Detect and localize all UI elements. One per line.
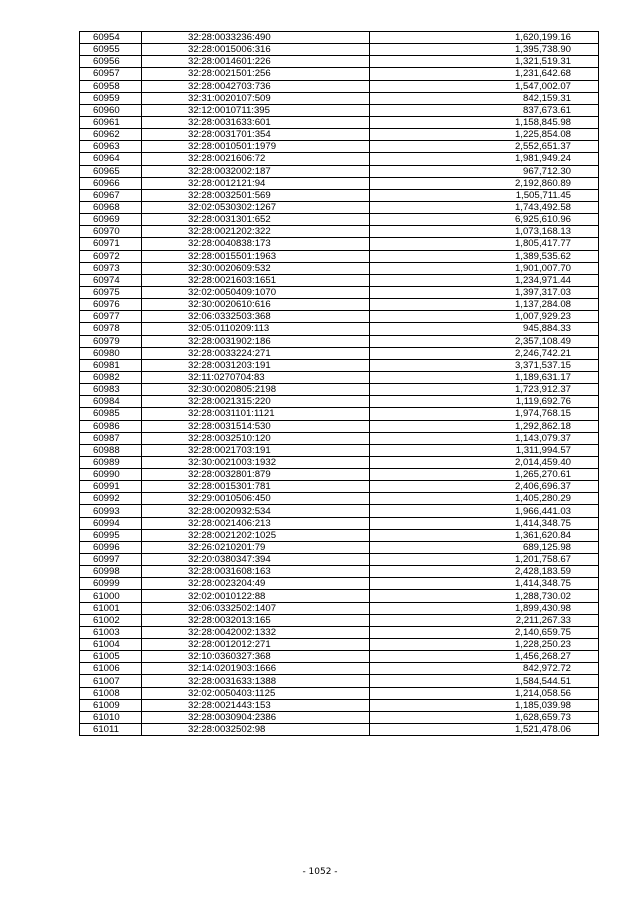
cadastral-number-cell: 32:28:0021315:220 bbox=[142, 396, 370, 408]
table-row bbox=[80, 724, 599, 736]
amount-cell: 842,159.31 bbox=[370, 92, 599, 104]
row-id-cell: 60966 bbox=[80, 177, 142, 189]
cadastral-number-cell: 32:28:0021202:1025 bbox=[142, 529, 370, 541]
cadastral-number-cell: 32:10:0360327:368 bbox=[142, 651, 370, 663]
table-row bbox=[80, 517, 599, 529]
row-id-cell: 60967 bbox=[80, 189, 142, 201]
amount-cell: 2,246,742.21 bbox=[370, 347, 599, 359]
amount-cell: 1,628,659.73 bbox=[370, 711, 599, 723]
cadastral-number-cell: 32:28:0031301:652 bbox=[142, 214, 370, 226]
cadastral-number-cell: 32:30:0020610:616 bbox=[142, 299, 370, 311]
table-row bbox=[80, 274, 599, 286]
table-row bbox=[80, 104, 599, 116]
amount-cell: 1,214,058.56 bbox=[370, 687, 599, 699]
row-id-cell: 61008 bbox=[80, 687, 142, 699]
table-row bbox=[80, 590, 599, 602]
table-row bbox=[80, 359, 599, 371]
cadastral-number-cell: 32:28:0021703:191 bbox=[142, 444, 370, 456]
cadastral-number-cell: 32:20:0380347:394 bbox=[142, 554, 370, 566]
amount-cell: 1,966,441.03 bbox=[370, 505, 599, 517]
row-id-cell: 60985 bbox=[80, 408, 142, 420]
table-row bbox=[80, 286, 599, 298]
table-row bbox=[80, 80, 599, 92]
row-id-cell: 60979 bbox=[80, 335, 142, 347]
table-row bbox=[80, 129, 599, 141]
amount-cell: 2,014,459.40 bbox=[370, 456, 599, 468]
amount-cell: 1,743,492.58 bbox=[370, 201, 599, 213]
cadastral-number-cell: 32:28:0042002:1332 bbox=[142, 626, 370, 638]
amount-cell: 1,265,270.61 bbox=[370, 469, 599, 481]
row-id-cell: 60978 bbox=[80, 323, 142, 335]
row-id-cell: 61005 bbox=[80, 651, 142, 663]
table-row bbox=[80, 201, 599, 213]
table-row bbox=[80, 456, 599, 468]
table-row bbox=[80, 432, 599, 444]
amount-cell: 1,225,854.08 bbox=[370, 129, 599, 141]
cadastral-number-cell: 32:28:0021202:322 bbox=[142, 226, 370, 238]
table-row bbox=[80, 663, 599, 675]
table-row bbox=[80, 32, 599, 44]
cadastral-number-cell: 32:28:0032002:187 bbox=[142, 165, 370, 177]
amount-cell: 1,414,348.75 bbox=[370, 578, 599, 590]
row-id-cell: 61004 bbox=[80, 639, 142, 651]
amount-cell: 1,547,002.07 bbox=[370, 80, 599, 92]
cadastral-number-cell: 32:28:0032501:569 bbox=[142, 189, 370, 201]
amount-cell: 2,357,108.49 bbox=[370, 335, 599, 347]
row-id-cell: 60977 bbox=[80, 311, 142, 323]
table-row bbox=[80, 116, 599, 128]
amount-cell: 6,925,610.96 bbox=[370, 214, 599, 226]
amount-cell: 1,231,642.68 bbox=[370, 68, 599, 80]
row-id-cell: 61001 bbox=[80, 602, 142, 614]
row-id-cell: 60965 bbox=[80, 165, 142, 177]
cadastral-number-cell: 32:26:0210201:79 bbox=[142, 541, 370, 553]
amount-cell: 1,584,544.51 bbox=[370, 675, 599, 687]
amount-cell: 2,140,659.75 bbox=[370, 626, 599, 638]
row-id-cell: 60962 bbox=[80, 129, 142, 141]
row-id-cell: 60959 bbox=[80, 92, 142, 104]
row-id-cell: 60998 bbox=[80, 566, 142, 578]
table-row bbox=[80, 189, 599, 201]
amount-cell: 1,974,768.15 bbox=[370, 408, 599, 420]
table-row bbox=[80, 396, 599, 408]
amount-cell: 1,505,711.45 bbox=[370, 189, 599, 201]
table-row bbox=[80, 566, 599, 578]
row-id-cell: 60992 bbox=[80, 493, 142, 505]
cadastral-number-cell: 32:02:0530302:1267 bbox=[142, 201, 370, 213]
table-row bbox=[80, 44, 599, 56]
table-row bbox=[80, 238, 599, 250]
row-id-cell: 60991 bbox=[80, 481, 142, 493]
table-row bbox=[80, 469, 599, 481]
row-id-cell: 60988 bbox=[80, 444, 142, 456]
cadastral-number-cell: 32:28:0031902:186 bbox=[142, 335, 370, 347]
table-row bbox=[80, 651, 599, 663]
cadastral-number-cell: 32:28:0021606:72 bbox=[142, 153, 370, 165]
cadastral-number-cell: 32:28:0031101:1121 bbox=[142, 408, 370, 420]
amount-cell: 1,981,949.24 bbox=[370, 153, 599, 165]
amount-cell: 1,143,079.37 bbox=[370, 432, 599, 444]
table-body bbox=[80, 32, 599, 736]
cadastral-number-cell: 32:12:0010711:395 bbox=[142, 104, 370, 116]
cadastral-number-cell: 32:28:0031633:601 bbox=[142, 116, 370, 128]
row-id-cell: 61009 bbox=[80, 699, 142, 711]
data-table bbox=[79, 31, 599, 736]
table-row bbox=[80, 335, 599, 347]
amount-cell: 1,119,692.76 bbox=[370, 396, 599, 408]
cadastral-number-cell: 32:28:0033236:490 bbox=[142, 32, 370, 44]
amount-cell: 945,884.33 bbox=[370, 323, 599, 335]
cadastral-number-cell: 32:05:0110209:113 bbox=[142, 323, 370, 335]
table-row bbox=[80, 578, 599, 590]
amount-cell: 1,620,199.16 bbox=[370, 32, 599, 44]
row-id-cell: 61007 bbox=[80, 675, 142, 687]
cadastral-number-cell: 32:28:0015501:1963 bbox=[142, 250, 370, 262]
row-id-cell: 61000 bbox=[80, 590, 142, 602]
table-row bbox=[80, 626, 599, 638]
row-id-cell: 60974 bbox=[80, 274, 142, 286]
cadastral-number-cell: 32:28:0040838:173 bbox=[142, 238, 370, 250]
table-row bbox=[80, 68, 599, 80]
table-row bbox=[80, 177, 599, 189]
table-row bbox=[80, 614, 599, 626]
table-row bbox=[80, 687, 599, 699]
amount-cell: 1,158,845.98 bbox=[370, 116, 599, 128]
table-row bbox=[80, 602, 599, 614]
row-id-cell: 60986 bbox=[80, 420, 142, 432]
amount-cell: 2,211,267.33 bbox=[370, 614, 599, 626]
row-id-cell: 61006 bbox=[80, 663, 142, 675]
row-id-cell: 60990 bbox=[80, 469, 142, 481]
row-id-cell: 61002 bbox=[80, 614, 142, 626]
amount-cell: 1,189,631.17 bbox=[370, 371, 599, 383]
cadastral-number-cell: 32:28:0031514:530 bbox=[142, 420, 370, 432]
amount-cell: 1,201,758.67 bbox=[370, 554, 599, 566]
amount-cell: 1,361,620.84 bbox=[370, 529, 599, 541]
amount-cell: 1,521,478.06 bbox=[370, 724, 599, 736]
amount-cell: 1,321,519.31 bbox=[370, 56, 599, 68]
cadastral-number-cell: 32:28:0031701:354 bbox=[142, 129, 370, 141]
cadastral-number-cell: 32:28:0015006:316 bbox=[142, 44, 370, 56]
cadastral-number-cell: 32:28:0033224:271 bbox=[142, 347, 370, 359]
row-id-cell: 60961 bbox=[80, 116, 142, 128]
cadastral-number-cell: 32:28:0012012:271 bbox=[142, 639, 370, 651]
table-row bbox=[80, 347, 599, 359]
table-row bbox=[80, 92, 599, 104]
table-row bbox=[80, 505, 599, 517]
amount-cell: 2,428,183.59 bbox=[370, 566, 599, 578]
amount-cell: 1,414,348.75 bbox=[370, 517, 599, 529]
table-row bbox=[80, 529, 599, 541]
cadastral-number-cell: 32:29:0010506:450 bbox=[142, 493, 370, 505]
row-id-cell: 60975 bbox=[80, 286, 142, 298]
row-id-cell: 60963 bbox=[80, 141, 142, 153]
amount-cell: 1,292,862.18 bbox=[370, 420, 599, 432]
cadastral-number-cell: 32:28:0030904:2386 bbox=[142, 711, 370, 723]
row-id-cell: 60989 bbox=[80, 456, 142, 468]
row-id-cell: 60956 bbox=[80, 56, 142, 68]
amount-cell: 2,406,696.37 bbox=[370, 481, 599, 493]
table-row bbox=[80, 226, 599, 238]
cadastral-number-cell: 32:28:0021501:256 bbox=[142, 68, 370, 80]
table-row bbox=[80, 675, 599, 687]
row-id-cell: 60987 bbox=[80, 432, 142, 444]
cadastral-number-cell: 32:28:0032013:165 bbox=[142, 614, 370, 626]
row-id-cell: 60957 bbox=[80, 68, 142, 80]
table-row bbox=[80, 371, 599, 383]
cadastral-number-cell: 32:28:0012121:94 bbox=[142, 177, 370, 189]
amount-cell: 967,712.30 bbox=[370, 165, 599, 177]
row-id-cell: 60980 bbox=[80, 347, 142, 359]
table-row bbox=[80, 481, 599, 493]
amount-cell: 1,723,912.37 bbox=[370, 384, 599, 396]
row-id-cell: 60982 bbox=[80, 371, 142, 383]
amount-cell: 1,395,738.90 bbox=[370, 44, 599, 56]
cadastral-number-cell: 32:28:0015301:781 bbox=[142, 481, 370, 493]
page-number: - 1052 - bbox=[302, 867, 338, 877]
amount-cell: 1,228,250.23 bbox=[370, 639, 599, 651]
row-id-cell: 60976 bbox=[80, 299, 142, 311]
table-row bbox=[80, 444, 599, 456]
cadastral-number-cell: 32:28:0021443:153 bbox=[142, 699, 370, 711]
cadastral-number-cell: 32:28:0032801:879 bbox=[142, 469, 370, 481]
table-row bbox=[80, 250, 599, 262]
cadastral-number-cell: 32:06:0332503:368 bbox=[142, 311, 370, 323]
amount-cell: 1,185,039.98 bbox=[370, 699, 599, 711]
row-id-cell: 61011 bbox=[80, 724, 142, 736]
amount-cell: 1,456,268.27 bbox=[370, 651, 599, 663]
table-row bbox=[80, 493, 599, 505]
row-id-cell: 60984 bbox=[80, 396, 142, 408]
cadastral-number-cell: 32:28:0021406:213 bbox=[142, 517, 370, 529]
cadastral-number-cell: 32:02:0010122:88 bbox=[142, 590, 370, 602]
table-row bbox=[80, 639, 599, 651]
amount-cell: 1,405,280.29 bbox=[370, 493, 599, 505]
cadastral-number-cell: 32:28:0014601:226 bbox=[142, 56, 370, 68]
row-id-cell: 60960 bbox=[80, 104, 142, 116]
amount-cell: 1,007,929.23 bbox=[370, 311, 599, 323]
table-row bbox=[80, 541, 599, 553]
row-id-cell: 60972 bbox=[80, 250, 142, 262]
amount-cell: 2,192,860.89 bbox=[370, 177, 599, 189]
amount-cell: 1,389,535.62 bbox=[370, 250, 599, 262]
row-id-cell: 60968 bbox=[80, 201, 142, 213]
table-row bbox=[80, 141, 599, 153]
amount-cell: 2,552,651.37 bbox=[370, 141, 599, 153]
table-row bbox=[80, 153, 599, 165]
amount-cell: 3,371,537.15 bbox=[370, 359, 599, 371]
cadastral-number-cell: 32:30:0020805:2198 bbox=[142, 384, 370, 396]
table-row bbox=[80, 214, 599, 226]
cadastral-number-cell: 32:14:0201903:1666 bbox=[142, 663, 370, 675]
cadastral-number-cell: 32:31:0020107:509 bbox=[142, 92, 370, 104]
table-row bbox=[80, 420, 599, 432]
cadastral-number-cell: 32:06:0332502:1407 bbox=[142, 602, 370, 614]
cadastral-number-cell: 32:28:0021603:1651 bbox=[142, 274, 370, 286]
cadastral-number-cell: 32:28:0032510:120 bbox=[142, 432, 370, 444]
row-id-cell: 60971 bbox=[80, 238, 142, 250]
table-row bbox=[80, 323, 599, 335]
row-id-cell: 60981 bbox=[80, 359, 142, 371]
amount-cell: 1,901,007.70 bbox=[370, 262, 599, 274]
cadastral-number-cell: 32:28:0031608:163 bbox=[142, 566, 370, 578]
amount-cell: 1,234,971.44 bbox=[370, 274, 599, 286]
row-id-cell: 60995 bbox=[80, 529, 142, 541]
cadastral-number-cell: 32:30:0020609:532 bbox=[142, 262, 370, 274]
amount-cell: 1,073,168.13 bbox=[370, 226, 599, 238]
row-id-cell: 60996 bbox=[80, 541, 142, 553]
row-id-cell: 60958 bbox=[80, 80, 142, 92]
amount-cell: 837,673.61 bbox=[370, 104, 599, 116]
row-id-cell: 61003 bbox=[80, 626, 142, 638]
cadastral-number-cell: 32:28:0032502:98 bbox=[142, 724, 370, 736]
row-id-cell: 60993 bbox=[80, 505, 142, 517]
cadastral-number-cell: 32:28:0031203:191 bbox=[142, 359, 370, 371]
row-id-cell: 60983 bbox=[80, 384, 142, 396]
row-id-cell: 60954 bbox=[80, 32, 142, 44]
table-row bbox=[80, 262, 599, 274]
row-id-cell: 61010 bbox=[80, 711, 142, 723]
cadastral-number-cell: 32:11:0270704:83 bbox=[142, 371, 370, 383]
cadastral-number-cell: 32:28:0031633:1388 bbox=[142, 675, 370, 687]
row-id-cell: 60970 bbox=[80, 226, 142, 238]
table-row bbox=[80, 408, 599, 420]
table-row bbox=[80, 384, 599, 396]
row-id-cell: 60994 bbox=[80, 517, 142, 529]
amount-cell: 689,125.98 bbox=[370, 541, 599, 553]
amount-cell: 842,972.72 bbox=[370, 663, 599, 675]
amount-cell: 1,899,430.98 bbox=[370, 602, 599, 614]
amount-cell: 1,805,417.77 bbox=[370, 238, 599, 250]
table-row bbox=[80, 299, 599, 311]
cadastral-number-cell: 32:28:0023204:49 bbox=[142, 578, 370, 590]
table-row bbox=[80, 699, 599, 711]
table-row bbox=[80, 311, 599, 323]
amount-cell: 1,311,994.57 bbox=[370, 444, 599, 456]
table-row bbox=[80, 56, 599, 68]
cadastral-number-cell: 32:28:0020932:534 bbox=[142, 505, 370, 517]
amount-cell: 1,288,730.02 bbox=[370, 590, 599, 602]
row-id-cell: 60997 bbox=[80, 554, 142, 566]
cadastral-number-cell: 32:02:0050409:1070 bbox=[142, 286, 370, 298]
cadastral-number-cell: 32:28:0010501:1979 bbox=[142, 141, 370, 153]
cadastral-number-cell: 32:30:0021003:1932 bbox=[142, 456, 370, 468]
cadastral-number-cell: 32:02:0050403:1125 bbox=[142, 687, 370, 699]
table-row bbox=[80, 554, 599, 566]
row-id-cell: 60955 bbox=[80, 44, 142, 56]
row-id-cell: 60999 bbox=[80, 578, 142, 590]
row-id-cell: 60969 bbox=[80, 214, 142, 226]
amount-cell: 1,137,284.08 bbox=[370, 299, 599, 311]
row-id-cell: 60973 bbox=[80, 262, 142, 274]
row-id-cell: 60964 bbox=[80, 153, 142, 165]
amount-cell: 1,397,317.03 bbox=[370, 286, 599, 298]
table-row bbox=[80, 711, 599, 723]
cadastral-number-cell: 32:28:0042703:736 bbox=[142, 80, 370, 92]
table-row bbox=[80, 165, 599, 177]
